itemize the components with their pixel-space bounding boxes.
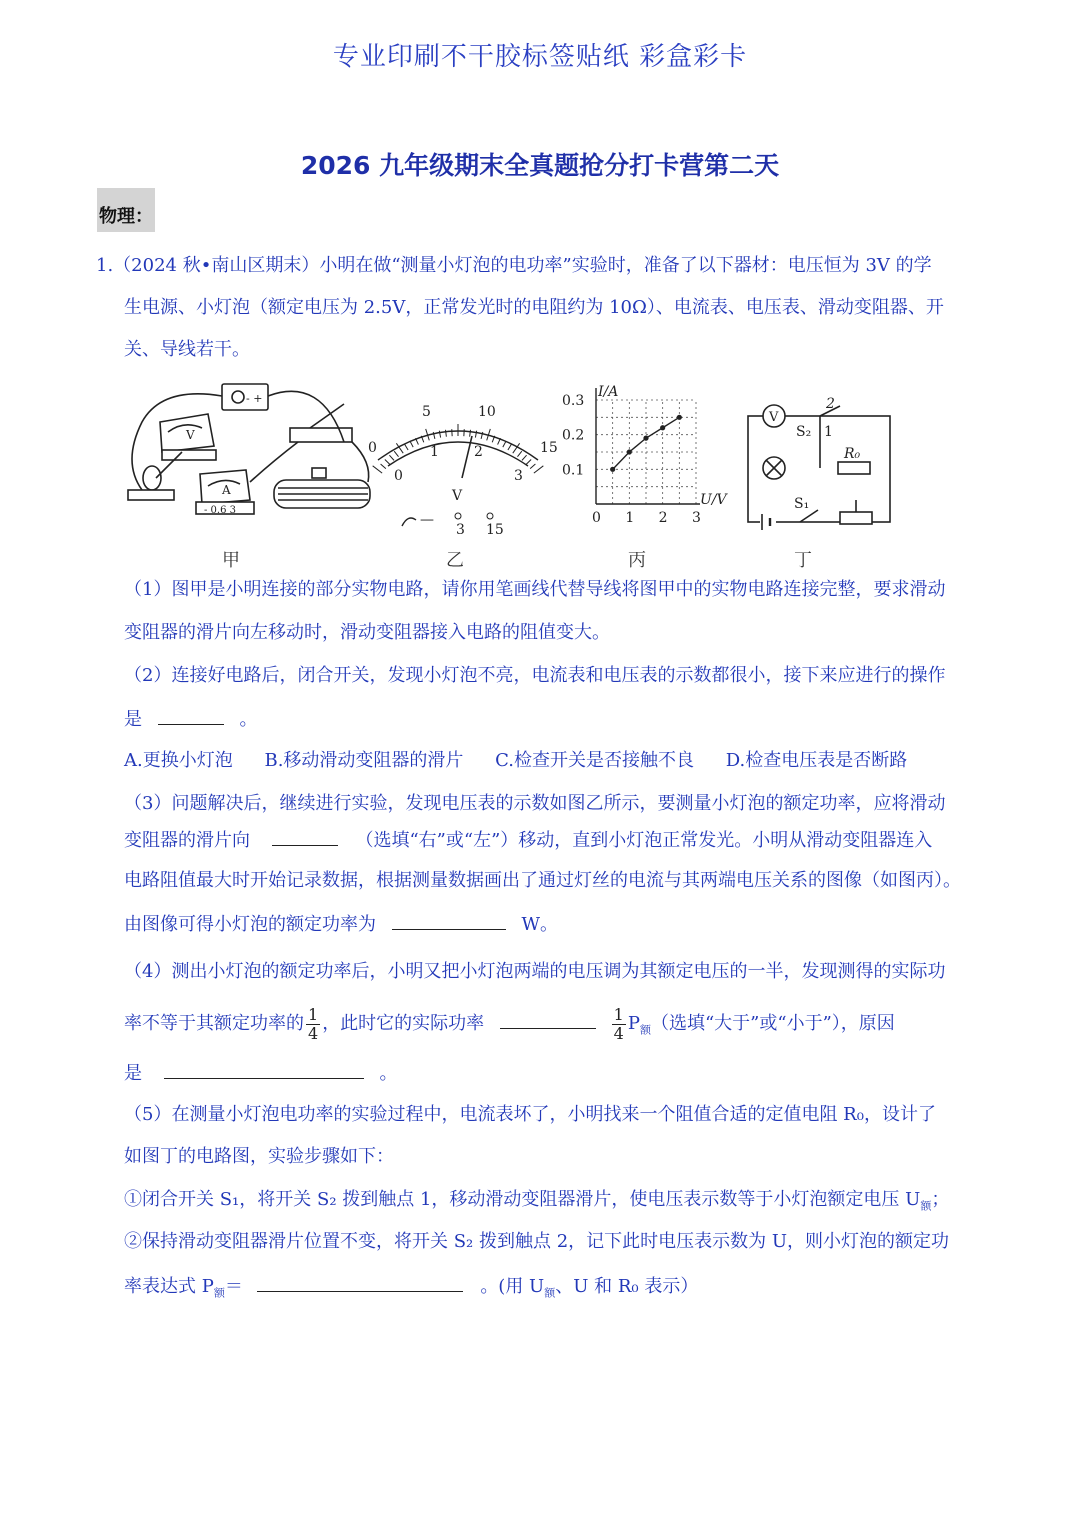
x-axis-label: U/V bbox=[700, 492, 727, 508]
data-point bbox=[610, 467, 615, 472]
dial-tick bbox=[381, 464, 386, 469]
dial-tick bbox=[522, 455, 527, 460]
step2-line: ②保持滑动变阻器滑片位置不变，将开关 S₂ 拨到触点 2，记下此时电压表示数为 U，则小灯泡的额定功 bbox=[124, 1231, 950, 1252]
subject-label: 物理： bbox=[97, 188, 155, 232]
y-axis-label: I/A bbox=[598, 384, 619, 400]
terminal-15: 15 bbox=[486, 522, 504, 538]
step3-prefix: 率表达式 P bbox=[124, 1276, 214, 1297]
dial-tick bbox=[373, 466, 382, 473]
inner-tick-3: 3 bbox=[514, 468, 523, 484]
part4-line3 bbox=[124, 1060, 397, 1086]
part4-suffix: （选填“大于”或“小于”），原因 bbox=[650, 1013, 895, 1034]
figure-label-ding: 丁 bbox=[794, 550, 812, 571]
q1-line3: 关、导线若干。 bbox=[124, 339, 250, 360]
outer-tick-5: 5 bbox=[422, 404, 431, 420]
schematic-voltmeter: V bbox=[769, 410, 779, 425]
part2-line2 bbox=[124, 706, 257, 732]
part3-prefix: 变阻器的滑片向 bbox=[124, 830, 250, 851]
answer-blank-5[interactable] bbox=[257, 1273, 463, 1292]
source-terminals: - + bbox=[246, 392, 263, 405]
outer-tick-10: 10 bbox=[478, 404, 496, 420]
option-c[interactable]: C.检查开关是否接触不良 bbox=[495, 750, 695, 771]
option-d[interactable]: D.检查电压表是否断路 bbox=[725, 750, 908, 771]
y-tick-label: 0.3 bbox=[562, 393, 585, 409]
part1-line2: 变阻器的滑片向左移动时，滑动变阻器接入电路的阻值变大。 bbox=[124, 622, 610, 643]
figure-label-bing: 丙 bbox=[628, 550, 646, 571]
part3-line2 bbox=[124, 827, 932, 853]
dial-tick bbox=[470, 430, 471, 437]
ammeter-terminals: - 0.6 3 bbox=[204, 505, 237, 516]
answer-blank-3a[interactable] bbox=[272, 827, 338, 846]
part2-end: 。 bbox=[239, 709, 258, 730]
switch-s1-label: S₁ bbox=[794, 496, 810, 512]
outer-tick-15: 15 bbox=[540, 440, 558, 456]
dial-unit: V bbox=[452, 488, 463, 504]
part4-line1: （4）测出小灯泡的额定功率后，小明又把小灯泡两端的电压调为其额定电压的一半，发现测得的实际功 bbox=[124, 961, 946, 982]
inner-tick-2: 2 bbox=[474, 444, 483, 460]
terminal-3: 3 bbox=[456, 522, 465, 538]
dial-tick bbox=[503, 441, 506, 447]
figure-yi bbox=[366, 382, 556, 542]
figure-jia bbox=[122, 382, 378, 522]
part3-line1: （3）问题解决后，继续进行实验，发现电压表的示数如图乙所示，要测量小灯泡的额定功率，应将滑动 bbox=[124, 793, 946, 814]
dial-tick bbox=[404, 444, 408, 450]
dial-tick bbox=[508, 444, 512, 450]
r0-label: R₀ bbox=[844, 446, 861, 462]
dial-tick bbox=[410, 441, 413, 447]
dial-tick bbox=[394, 451, 398, 456]
y-tick-label: 0.1 bbox=[562, 462, 585, 479]
figure-label-jia: 甲 bbox=[222, 550, 240, 571]
part3-unit: W。 bbox=[521, 914, 558, 935]
dial-tick bbox=[526, 459, 531, 464]
part2-line1: （2）连接好电路后，闭合开关，发现小灯泡不亮，电流表和电压表的示数都很小，接下来应进行的操作 bbox=[124, 665, 946, 686]
part3-suffix: （选填“右”或“左”）移动，直到小灯泡正常发光。小明从滑动变阻器连入 bbox=[355, 830, 933, 851]
fraction-quarter: $\frac{1}{4}$ bbox=[308, 1004, 319, 1043]
voltmeter-label: V bbox=[186, 428, 195, 442]
dial-tick bbox=[385, 459, 390, 464]
figure-bing bbox=[558, 382, 738, 542]
part5-line2: 如图丁的电路图，实验步骤如下： bbox=[124, 1146, 394, 1167]
answer-blank-2[interactable] bbox=[158, 706, 224, 725]
switch-s2-label: S₂ bbox=[796, 424, 812, 440]
part4-end: 。 bbox=[379, 1063, 398, 1084]
fraction-quarter-2: $\frac{1}{4}$ bbox=[613, 1004, 624, 1043]
part4-middle: ，此时它的实际功率 bbox=[322, 1013, 485, 1034]
part3-line4 bbox=[124, 911, 558, 937]
page-title: 2026 九年级期末全真题抢分打卡营第二天 bbox=[300, 151, 780, 180]
x-tick-label: 0 bbox=[592, 510, 601, 526]
data-point bbox=[643, 436, 648, 441]
terminal-minus: — bbox=[420, 512, 434, 528]
step3-line: 率表达式 $P_额=$ 。(用 $U_额$、U 和 R₀ 表示） bbox=[124, 1273, 698, 1306]
p-symbol: P bbox=[627, 1013, 640, 1034]
q1-line1: 1.（2024 秋•南山区期末）小明在做“测量小灯泡的电功率”实验时，准备了以下器材：电压恒为 3V 的学 bbox=[96, 255, 932, 276]
ammeter-label: A bbox=[222, 483, 231, 497]
contact-2-label: 2 bbox=[826, 396, 835, 412]
data-point bbox=[677, 415, 682, 420]
part3-power-prefix: 由图像可得小灯泡的额定功率为 bbox=[124, 914, 376, 935]
q1-line2: 生电源、小灯泡（额定电压为 2.5V，正常发光时的电阻约为 10Ω）、电流表、电压表、滑动变阻器、开 bbox=[124, 297, 944, 318]
answer-blank-4b[interactable] bbox=[164, 1060, 364, 1079]
answer-blank-3b[interactable] bbox=[392, 911, 506, 930]
part4-line2: 率不等于其额定功率的 $\frac{1}{4}$ ，此时它的实际功率 $\frac{1}{4}$ $P_额$（选填“大于”或“小于”），原因 bbox=[124, 1004, 895, 1043]
banner-ad: 专业印刷不干胶标签贴纸 彩盒彩卡 bbox=[332, 42, 748, 72]
x-tick-label: 3 bbox=[692, 510, 701, 526]
dial-tick bbox=[517, 451, 521, 456]
step1-text: ①闭合开关 S₁，将开关 S₂ 拨到触点 1，移动滑动变阻器滑片，使电压表示数等于小灯泡额定电压 U bbox=[124, 1189, 921, 1210]
x-tick-label: 1 bbox=[625, 510, 635, 526]
part5-line1: （5）在测量小灯泡电功率的实验过程中，电流表坏了，小明找来一个阻值合适的定值电阻 R₀，设计了 bbox=[124, 1104, 936, 1125]
part3-line3: 电路阻值最大时开始记录数据，根据测量数据画出了通过灯丝的电流与其两端电压关系的图像（如图丙）。 bbox=[124, 870, 961, 891]
contact-1-label: 1 bbox=[824, 424, 833, 440]
part2-prefix: 是 bbox=[124, 709, 142, 730]
option-a[interactable]: A.更换小灯泡 bbox=[124, 750, 233, 771]
data-point bbox=[660, 425, 665, 430]
part1-line1: （1）图甲是小明连接的部分实物电路，请你用笔画线代替导线将图甲中的实物电路连接完整，要求滑动 bbox=[124, 579, 946, 600]
x-tick-label: 2 bbox=[658, 510, 668, 526]
y-tick-label: 0.2 bbox=[562, 427, 585, 444]
answer-blank-4a[interactable] bbox=[500, 1010, 596, 1029]
part4-prefix: 率不等于其额定功率的 bbox=[124, 1013, 304, 1034]
data-point bbox=[627, 449, 632, 454]
inner-tick-0: 0 bbox=[394, 468, 403, 484]
dial-tick bbox=[389, 455, 394, 460]
options-row bbox=[124, 749, 907, 773]
option-b[interactable]: B.移动滑动变阻器的滑片 bbox=[264, 750, 464, 771]
figure-ding bbox=[740, 382, 900, 542]
dial-tick bbox=[530, 464, 535, 469]
step1-line: ①闭合开关 S₁，将开关 S₂ 拨到触点 1，移动滑动变阻器滑片，使电压表示数等于小灯泡额定电压 $U_额$； bbox=[124, 1189, 950, 1213]
dial-tick bbox=[534, 466, 543, 473]
part4-reason-prefix: 是 bbox=[124, 1063, 142, 1084]
dial-tick bbox=[446, 430, 447, 437]
figure-label-yi: 乙 bbox=[446, 550, 464, 571]
outer-tick-0: 0 bbox=[368, 440, 377, 456]
inner-tick-1: 1 bbox=[430, 444, 439, 460]
